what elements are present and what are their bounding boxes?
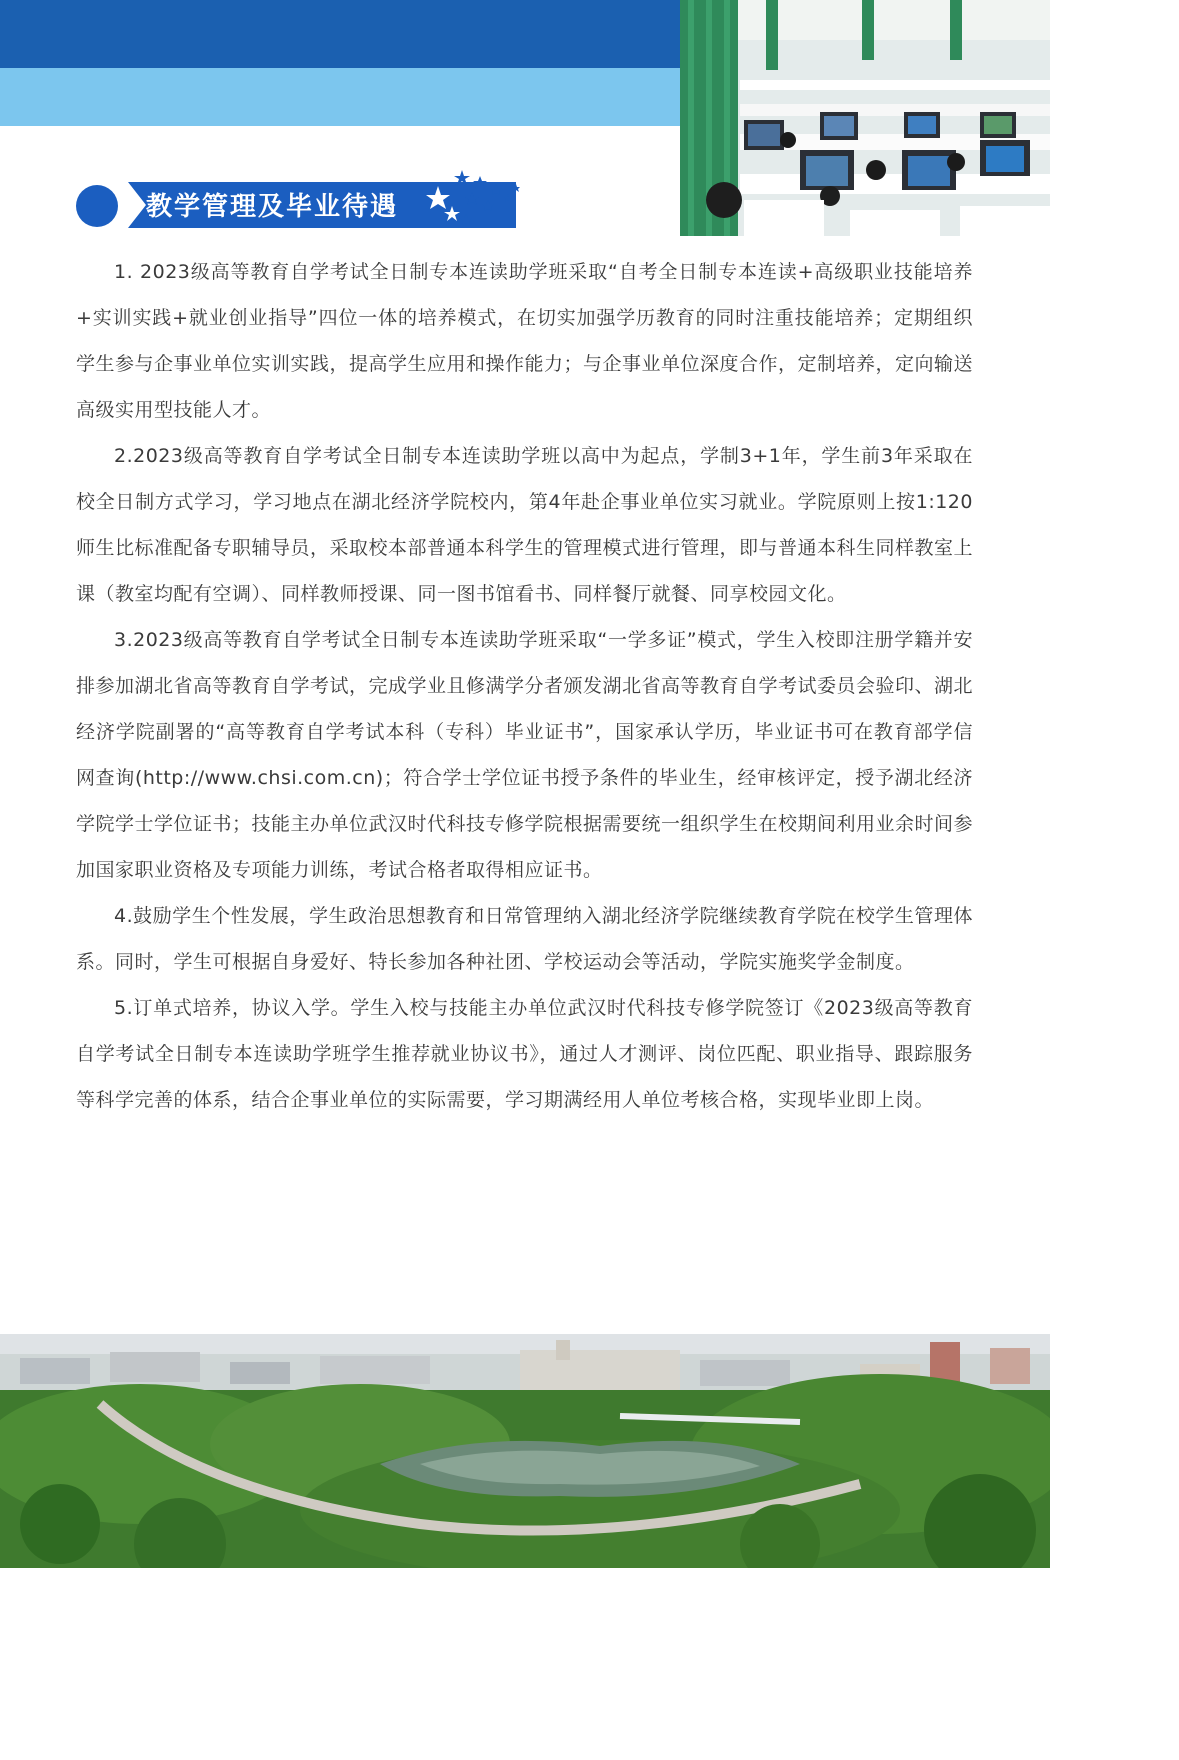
header-band-dark [0,0,680,68]
computer-lab-photo [680,0,1050,236]
bullet-dot-icon [76,185,118,227]
paragraph-3: 3.2023级高等教育自学考试全日制专本连读助学班采取“一学多证”模式，学生入校即注册学籍并安排参加湖北省高等教育自学考试，完成学业且修满学分者颁发湖北省高等教育自学考试委员会验印、湖北经济学院副署的“高等教育自学考试本科（专科）毕业证书”，国家承认学历，毕业证书可在教育部学信网查询(http://www.chsi.com.cn)；符合学士学位证书授予条件的毕业生，经审核评定，授予湖北经济学院学士学位证书；技能主办单位武汉时代科技专修学院根据需要统一组织学生在校期间利用业余时间参加国家职业资格及专项能力训练，考试合格者取得相应证书。 [76,629,974,881]
header-band-light [0,68,680,126]
paragraph-2: 2.2023级高等教育自学考试全日制专本连读助学班以高中为起点，学制3+1年，学生前3年采取在校全日制方式学习，学习地点在湖北经济学院校内，第4年赴企事业单位实习就业。学院原则上按1:120师生比标准配备专职辅导员，采取校本部普通本科学生的管理模式进行管理，即与普通本科生同样教室上课（教室均配有空调）、同样教师授课、同一图书馆看书、同样餐厅就餐、同享校园文化。 [76,445,974,605]
paragraph-4: 4.鼓励学生个性发展，学生政治思想教育和日常管理纳入湖北经济学院继续教育学院在校学生管理体系。同时，学生可根据自身爱好、特长参加各种社团、学校运动会等活动，学院实施奖学金制度。 [76,905,973,973]
paragraph-5: 5.订单式培养，协议入学。学生入校与技能主办单位武汉时代科技专修学院签订《2023级高等教育自学考试全日制专本连读助学班学生推荐就业协议书》，通过人才测评、岗位匹配、职业指导、跟踪服务等科学完善的体系，结合企事业单位的实际需要，学习期满经用人单位考核合格，实现毕业即上岗。 [76,997,973,1111]
section-header [76,176,536,236]
stars-icon [416,162,536,232]
section-title: 教学管理及毕业待遇 [146,192,399,222]
body-text [76,249,973,1123]
paragraph-1: 1. 2023级高等教育自学考试全日制专本连读助学班采取“自考全日制专本连读+高级职业技能培养+实训实践+就业创业指导”四位一体的培养模式，在切实加强学历教育的同时注重技能培养；定期组织学生参与企事业单位实训实践，提高学生应用和操作能力；与企事业单位深度合作，定制培养，定向输送高级实用型技能人才。 [76,261,974,421]
campus-aerial-photo [0,1334,1050,1568]
